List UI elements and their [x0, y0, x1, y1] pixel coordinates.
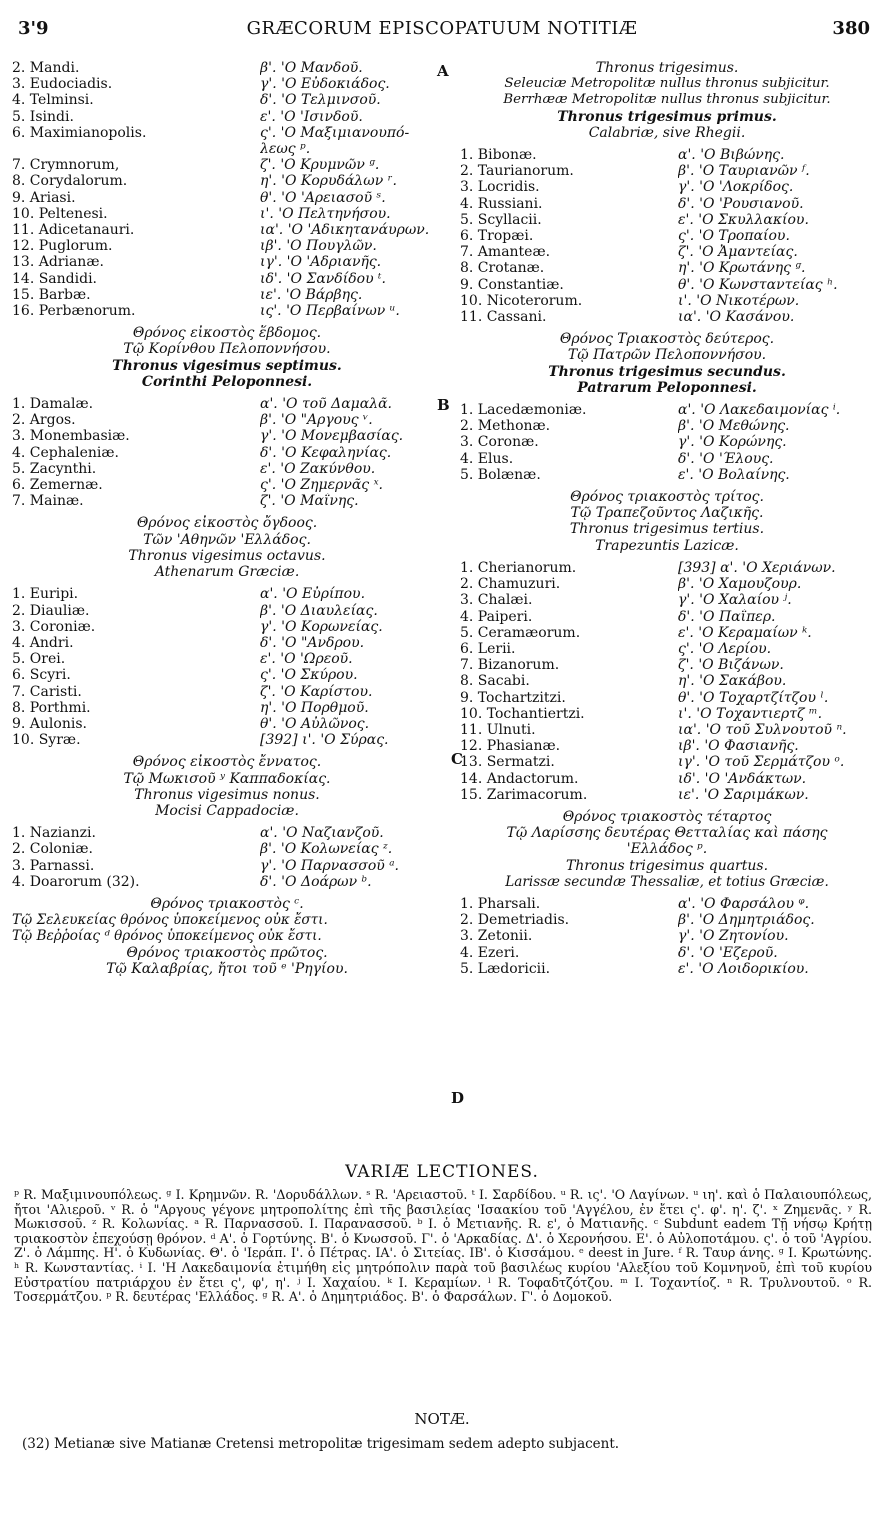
list-item: [12, 238, 442, 254]
list-item: [460, 787, 874, 803]
latin-entry: 14. Andactorum.: [460, 770, 579, 787]
latin-entry: 7. Bizanorum.: [460, 657, 560, 674]
heading-34-latin-see: Larissæ secundæ Thessaliæ, et totius Græciæ.: [505, 873, 829, 890]
greek-entry: β'. 'Ο Χαμουζουρ.: [678, 576, 802, 593]
page-header: [10, 18, 874, 44]
latin-entry: 6. Zemernæ.: [12, 477, 103, 494]
greek-entry: ε'. 'Ο Σκυλλακίου.: [678, 211, 809, 228]
latin-entry: 15. Barbæ.: [12, 286, 91, 303]
latin-entry: 9. Constantiæ.: [460, 276, 564, 293]
greek-entry: ς'. 'Ο Ζημερνᾶς ˣ.: [260, 477, 383, 494]
list-item: [460, 560, 874, 576]
list-item: [460, 706, 874, 722]
greek-entry: γ'. 'Ο Κορωνείας.: [260, 618, 383, 635]
list-item: [12, 667, 442, 683]
latin-entry: 14. Sandidi.: [12, 270, 97, 287]
heading-29-latin-see: Mocisi Cappadociæ.: [155, 802, 299, 819]
latin-entry: 10. Nicoterorum.: [460, 292, 583, 309]
latin-entry: 8. Crotanæ.: [460, 260, 545, 277]
heading-34-latin: Thronus trigesimus quartus.: [565, 857, 769, 874]
greek-entry: α'. 'Ο Βιβώνης.: [678, 147, 785, 164]
list-item: [460, 896, 874, 912]
list-item: [12, 92, 442, 108]
greek-entry: ζ'. 'Ο Βιζάνων.: [678, 657, 784, 674]
greek-entry: ις'. 'Ο Περβαίνων ᵘ.: [260, 303, 400, 320]
heading-28-latin-see: Athenarum Græciæ.: [154, 564, 300, 581]
greek-entry: ιβ'. 'Ο Φασιανῆς.: [678, 738, 799, 755]
list-item: [12, 603, 442, 619]
heading-34-greek-see-cont: 'Ελλάδος ᵖ.: [626, 841, 708, 858]
heading-33-greek-see: Τῷ Τραπεζοῦντος Λαζικῆς.: [570, 505, 764, 522]
heading-34-greek-see: Τῷ Λαρίσσης δευτέρας Θετταλίας καὶ πάσης: [506, 825, 828, 842]
list-item: [460, 754, 874, 770]
latin-entry: 3. Chalæi.: [460, 592, 533, 609]
heading-30-berrhoea: Τῷ Βεῤῥοίας ᵈ θρόνος ὑποκείμενος οὐκ ἔστι.: [12, 928, 322, 945]
list-item: [12, 254, 442, 270]
latin-entry: 4. Russiani.: [460, 195, 543, 212]
greek-entry: β'. 'Ο Μεθώνης.: [678, 418, 790, 435]
latin-entry: 8. Sacabi.: [460, 673, 530, 690]
list-item: [460, 722, 874, 738]
greek-entry: ιε'. 'Ο Σαριμάκων.: [678, 786, 809, 803]
greek-entry: α'. 'Ο Ναζιανζοῦ.: [260, 825, 384, 842]
latin-entry: 3. Parnassi.: [12, 857, 95, 874]
latin-entry: 1. Bibonæ.: [460, 147, 537, 164]
list-34: [460, 896, 874, 977]
greek-entry: γ'. 'Ο Εὐδοκιάδος.: [260, 76, 390, 93]
list-item: [12, 586, 442, 602]
list-item: [460, 928, 874, 944]
heading-33-latin: Thronus trigesimus tertius.: [569, 521, 765, 538]
latin-entry: 3. Coronæ.: [460, 434, 539, 451]
greek-entry: γ'. 'Ο Χαλαίου ʲ.: [678, 592, 792, 609]
list-item: [12, 651, 442, 667]
greek-entry: ε'. 'Ο Ζακύνθου.: [260, 460, 376, 477]
greek-entry: γ'. 'Ο Παρνασσοῦ ᵃ.: [260, 857, 399, 874]
list-item: [460, 961, 874, 977]
greek-entry: ε'. 'Ο Λοιδορικίου.: [678, 960, 809, 977]
list-item: [12, 76, 442, 92]
heading-32-greek: Θρόνος Τριακοστὸς δεύτερος.: [559, 331, 775, 348]
latin-entry: 2. Demetriadis.: [460, 912, 570, 929]
list-item: [460, 260, 874, 276]
latin-entry: 2. Taurianorum.: [460, 163, 574, 180]
list-item: [12, 287, 442, 303]
heading-30-latin-berrhoea: Berrhææ Metropolitæ nullus thronus subjicitur.: [503, 92, 831, 108]
list-item: [460, 576, 874, 592]
list-item: [12, 190, 442, 206]
latin-entry: 2. Diauliæ.: [12, 602, 90, 619]
list-item: [460, 309, 874, 325]
latin-entry: 11. Ulnuti.: [460, 721, 536, 738]
latin-entry: 5. Scyllacii.: [460, 211, 542, 228]
heading-31-greek: Θρόνος τριακοστὸς πρῶτος.: [126, 944, 328, 961]
margin-mark-d: D: [451, 1089, 465, 1107]
latin-entry: 9. Tochartzitzi.: [460, 689, 566, 706]
list-item: [460, 912, 874, 928]
right-column: [460, 60, 874, 977]
latin-entry: 10. Syræ.: [12, 732, 81, 749]
latin-entry: 2. Chamuzuri.: [460, 576, 561, 593]
greek-entry: ιδ'. 'Ο Σανδίδου ᵗ.: [260, 270, 386, 287]
greek-entry: α'. 'Ο Φαρσάλου ᵠ.: [678, 895, 810, 912]
greek-entry: θ'. 'Ο Κωνσταντείας ʰ.: [678, 276, 838, 293]
latin-entry: 3. Monembasiæ.: [12, 428, 130, 445]
latin-entry: 1. Pharsali.: [460, 895, 541, 912]
margin-mark-c: C: [451, 750, 463, 768]
greek-entry: ια'. 'Ο τοῦ Συλνουτοῦ ⁿ.: [678, 721, 847, 738]
list-item: [12, 206, 442, 222]
list-item: [460, 196, 874, 212]
latin-entry: 7. Mainæ.: [12, 493, 84, 510]
list-item: [460, 418, 874, 434]
greek-entry: ι'. 'Ο Τοχαντιερτζ ᵐ.: [678, 705, 823, 722]
latin-entry: 4. Paiperi.: [460, 608, 533, 625]
latin-entry: 7. Caristi.: [12, 683, 82, 700]
greek-entry: ζ'. 'Ο Μαΐνης.: [260, 493, 359, 510]
list-item: [12, 445, 442, 461]
latin-entry: 9. Ariasi.: [12, 189, 76, 206]
greek-entry: α'. 'Ο τοῦ Δαμαλᾶ.: [260, 396, 393, 413]
heading-29-latin: Thronus vigesimus nonus.: [134, 786, 320, 803]
heading-29-greek-see: Τῷ Μωκισοῦ ʸ Καππαδοκίας.: [123, 770, 331, 787]
greek-entry: β'. 'Ο Ταυριανῶν ᶠ.: [678, 163, 810, 180]
list-item: [12, 732, 442, 748]
greek-entry: β'. 'Ο Δημητριάδος.: [678, 912, 815, 929]
latin-entry: 4. Andri.: [12, 634, 74, 651]
latin-entry: 1. Cherianorum.: [460, 559, 577, 576]
latin-entry: 3. Eudociadis.: [12, 76, 113, 93]
greek-entry: λεως ᵖ.: [260, 141, 311, 158]
list-item: [12, 858, 442, 874]
latin-entry: 3. Coroniæ.: [12, 618, 96, 635]
list-item: [12, 635, 442, 651]
list-item: [12, 493, 442, 509]
list-item: [460, 609, 874, 625]
page-number-right: 380: [832, 18, 870, 39]
latin-entry: 6. Lerii.: [460, 640, 516, 657]
heading-30-seleucia: Τῷ Σελευκείας θρόνος ὑποκείμενος οὐκ ἔστι.: [12, 912, 328, 929]
heading-27-latin: Thronus vigesimus septimus.: [112, 357, 342, 374]
greek-entry: δ'. 'Ο "Ανδρου.: [260, 634, 365, 651]
list-item: [12, 141, 442, 157]
left-column: [12, 60, 442, 977]
list-item: [12, 428, 442, 444]
heading-32-latin-see: Patrarum Peloponnesi.: [577, 379, 757, 396]
greek-entry: β'. 'Ο "Αργους ᵛ.: [260, 412, 373, 429]
latin-entry: 4. Cephaleniæ.: [12, 444, 119, 461]
latin-entry: 5. Ceramæorum.: [460, 624, 581, 641]
list-item: [460, 771, 874, 787]
latin-entry: 4. Elus.: [460, 450, 514, 467]
list-item: [460, 228, 874, 244]
margin-mark-b: B: [437, 396, 450, 414]
list-item: [12, 60, 442, 76]
list-item: [12, 619, 442, 635]
latin-entry: 5. Orei.: [12, 651, 66, 668]
list-item: [12, 412, 442, 428]
variae-title: VARIÆ LECTIONES.: [345, 1162, 539, 1182]
heading-32-latin: Thronus trigesimus secundus.: [548, 363, 786, 380]
list-item: [460, 451, 874, 467]
margin-mark-a: A: [437, 62, 449, 80]
list-28: [12, 586, 442, 748]
heading-34-greek: Θρόνος τριακοστὸς τέταρτος: [562, 808, 772, 825]
greek-entry: β'. 'Ο Μανδοῦ.: [260, 60, 363, 76]
greek-entry: δ'. 'Ο Δοάρων ᵇ.: [260, 873, 372, 890]
latin-entry: 4. Telminsi.: [12, 92, 94, 109]
left-top-list: [12, 60, 442, 319]
greek-entry: η'. 'Ο Πορθμοῦ.: [260, 699, 369, 716]
latin-entry: 3. Zetonii.: [460, 928, 533, 945]
heading-32-greek-see: Τῷ Πατρῶν Πελοποννήσου.: [567, 347, 767, 364]
greek-entry: θ'. 'Ο Αὐλῶνος.: [260, 715, 370, 732]
greek-entry: δ'. 'Ο Παΐπερ.: [678, 608, 776, 625]
heading-30-latin-seleucia: Seleuciæ Metropolitæ nullus thronus subjicitur.: [504, 76, 830, 92]
list-item: [12, 684, 442, 700]
greek-entry: η'. 'Ο Κορυδάλων ʳ.: [260, 173, 397, 190]
list-item: [460, 244, 874, 260]
latin-entry: 2. Mandi.: [12, 60, 80, 76]
heading-27-greek-see: Τῷ Κορίνθου Πελοποννήσου.: [123, 341, 331, 358]
latin-entry: 1. Euripi.: [12, 586, 79, 603]
heading-27-greek: Θρόνος εἰκοστὸς ἕβδομος.: [132, 325, 322, 342]
latin-entry: 16. Perbænorum.: [12, 303, 136, 320]
list-item: [460, 592, 874, 608]
latin-entry: 5. Bolænæ.: [460, 466, 541, 483]
latin-entry: 8. Corydalorum.: [12, 173, 128, 190]
list-item: [460, 147, 874, 163]
heading-30-greek: Θρόνος τριακοστὸς ᶜ.: [150, 895, 304, 912]
list-item: [12, 841, 442, 857]
list-27: [12, 396, 442, 509]
latin-entry: 1. Lacedæmoniæ.: [460, 402, 587, 419]
latin-entry: 2. Methonæ.: [460, 418, 551, 435]
list-item: [12, 477, 442, 493]
list-item: [460, 467, 874, 483]
heading-28-greek: Θρόνος εἰκοστὸς ὄγδοος.: [136, 515, 318, 532]
list-item: [12, 825, 442, 841]
list-item: [12, 173, 442, 189]
list-item: [460, 212, 874, 228]
latin-entry: 7. Amanteæ.: [460, 244, 551, 261]
greek-entry: ζ'. 'Ο Ἀμαντείας.: [678, 244, 798, 261]
heading-33-latin-see: Trapezuntis Lazicæ.: [595, 537, 739, 554]
latin-entry: 6. Maximianopolis.: [12, 124, 147, 141]
list-item: [460, 673, 874, 689]
latin-entry: 5. Lædoricii.: [460, 960, 551, 977]
latin-entry: 4. Doarorum (32).: [12, 873, 140, 890]
greek-entry: ιδ'. 'Ο 'Ανδάκτων.: [678, 770, 807, 787]
notae-title: NOTÆ.: [414, 1410, 470, 1428]
greek-entry: δ'. 'Ο 'Εζεροῦ.: [678, 944, 778, 961]
page-number-left: 3'9: [18, 18, 49, 39]
greek-entry: [392] ι'. 'Ο Σύρας.: [260, 732, 389, 749]
latin-entry: 11. Adicetanauri.: [12, 222, 135, 239]
list-item: [12, 222, 442, 238]
latin-entry: 2. Argos.: [12, 412, 76, 429]
list-item: [460, 945, 874, 961]
list-item: [460, 625, 874, 641]
heading-27-latin-see: Corinthi Peloponnesi.: [141, 373, 313, 390]
greek-entry: ια'. 'Ο 'Αδικητανάυρων.: [260, 222, 430, 239]
greek-entry: ιβ'. 'Ο Πουγλῶν.: [260, 238, 377, 255]
list-item: [12, 271, 442, 287]
latin-entry: 13. Adrianæ.: [12, 254, 104, 271]
greek-entry: ε'. 'Ο 'Ωρεοῦ.: [260, 651, 353, 668]
list-item: [460, 402, 874, 418]
list-item: [460, 657, 874, 673]
heading-30-latin: Thronus trigesimus.: [595, 60, 739, 76]
list-33: [460, 560, 874, 803]
greek-entry: ιε'. 'Ο Βάρβης.: [260, 286, 363, 303]
list-item: [12, 700, 442, 716]
greek-entry: ζ'. 'Ο Καρίστου.: [260, 683, 373, 700]
list-item: [460, 277, 874, 293]
list-29: [12, 825, 442, 890]
greek-entry: ε'. 'Ο Βολαίνης.: [678, 466, 790, 483]
greek-entry: ς'. 'Ο Τροπαίου.: [678, 228, 790, 245]
latin-entry: 12. Puglorum.: [12, 238, 113, 255]
greek-entry: δ'. 'Ο Τελμινσοῦ.: [260, 92, 381, 109]
greek-entry: η'. 'Ο Κρωτάνης ᵍ.: [678, 260, 806, 277]
latin-entry: 6. Scyri.: [12, 667, 71, 684]
latin-entry: [12, 141, 260, 157]
greek-entry: [393] α'. 'Ο Χεριάνων.: [678, 559, 836, 576]
heading-28-greek-see: Τῶν 'Αθηνῶν 'Ελλάδος.: [143, 531, 311, 548]
greek-entry: ι'. 'Ο Πελτηνήσου.: [260, 205, 391, 222]
greek-entry: θ'. 'Ο 'Αρειασοῦ ˢ.: [260, 189, 386, 206]
greek-entry: α'. 'Ο Λακεδαιμονίας ⁱ.: [678, 402, 841, 419]
greek-entry: η'. 'Ο Σακάβου.: [678, 673, 787, 690]
list-item: [12, 396, 442, 412]
list-item: [460, 434, 874, 450]
list-31: [460, 147, 874, 325]
list-item: [12, 303, 442, 319]
list-32: [460, 402, 874, 483]
greek-entry: γ'. 'Ο 'Λοκρίδος.: [678, 179, 794, 196]
greek-entry: δ'. 'Ο 'Ρουσιανοῦ.: [678, 195, 804, 212]
latin-entry: 10. Tochantiertzi.: [460, 705, 585, 722]
variae-text: ᵖ R. Μαξιμινουπόλεως. ᵍ I. Κρημνῶν. R. 'Δορυδάλλων. ˢ R. 'Αρειαστοῦ. ᵗ I. Σαρδίδου. ᵘ R. ις'. 'Ο Λαγίνων. ᵘ ιη'. καὶ ὁ Παλαιουπόλεως, ἤτοι 'Αλιεροῦ. ᵛ R. ὁ "Αργους γέγονε μητροπολίτης ἐπὶ τῆς βασιλείας 'Ισαακίου τοῦ 'Αγγέλου, ἐν ἔτει ς'. φ'. η'. ζ'. ˣ Ζημενᾶς. ʸ R. Μωκισσοῦ. ᶻ R. Κολωνίας. ᵃ R. Παρνασσοῦ. I. Παρανασσοῦ. ᵇ I. ὁ Μετιανῆς. R. ε', ὁ Ματιανῆς. ᶜ Subdunt eadem Τῇ νήσῳ Κρήτῃ τριακοστὸν ἐπεχούσῃ θρόνον. ᵈ Α'. ὁ Γορτύνης. Β'. ὁ Κνωσσοῦ. Γ'. ὁ 'Αρκαδίας. Δ'. ὁ Χερονήσου. Ε'. ὁ Αὐλοποτάμου. ς'. ὁ τοῦ 'Αγρίου. Ζ'. ὁ Λάμπης. Η'. ὁ Κυδωνίας. Θ'. ὁ 'Ιεράπ. Ι'. ὁ Πέτρας. ΙΑ'. ὁ Σιτείας. ΙΒ'. ὁ Κισσάμου. ᵉ deest in Jure. ᶠ R. Ταυρ άνης. ᵍ I. Κρωτώνης. ʰ R. Κωνσταντίας. ⁱ I. 'Η Λακεδαιμονία ἐτιμήθη εἰς μητρόπολιν παρὰ τοῦ βασιλέως κυρίου 'Αλεξίου τοῦ Κομνηνοῦ, ἐπὶ τοῦ κυρίου Εὐστρατίου πατριάρχου ἐν ἔτει ς', φ', η'. ʲ I. Χαχαίου. ᵏ I. Κεραμίων. ˡ R. Τοφαδτζότζου. ᵐ I. Τοχαντίοζ. ⁿ R. Τρυλνουτοῦ. ᵒ R. Τοσερμάτζου. ᵖ R. δευτέρας 'Ελλάδος. ᵍ R. Α'. ὁ Δημητριάδος. Β'. ὁ Φαρσάλων. Γ'. ὁ Δομοκοῦ.: [14, 1187, 872, 1305]
greek-entry: ς'. 'Ο Σκύρου.: [260, 667, 358, 684]
greek-entry: γ'. 'Ο Ζητονίου.: [678, 928, 789, 945]
latin-entry: 11. Cassani.: [460, 309, 547, 326]
greek-entry: ιγ'. 'Ο 'Αδριανῆς.: [260, 254, 382, 271]
list-item: [460, 690, 874, 706]
list-item: [460, 163, 874, 179]
latin-entry: 1. Nazianzi.: [12, 825, 96, 842]
heading-33-greek: Θρόνος τριακοστὸς τρίτος.: [570, 489, 764, 506]
greek-entry: β'. 'Ο Κολωνείας ᶻ.: [260, 841, 393, 858]
list-item: [460, 738, 874, 754]
greek-entry: δ'. 'Ο Κεφαληνίας.: [260, 444, 392, 461]
note-32: (32) Metianæ sive Matianæ Cretensi metropolitæ trigesimam sedem adepto subjacent.: [22, 1436, 620, 1452]
list-item: [12, 716, 442, 732]
list-item: [12, 109, 442, 125]
greek-entry: ς'. 'Ο Μαξιμιανουπό-: [260, 124, 410, 141]
latin-entry: 2. Coloniæ.: [12, 841, 93, 858]
greek-entry: γ'. 'Ο Μονεμβασίας.: [260, 428, 404, 445]
latin-entry: 15. Zarimacorum.: [460, 786, 588, 803]
greek-entry: ια'. 'Ο Κασάνου.: [678, 309, 795, 326]
greek-entry: γ'. 'Ο Κορώνης.: [678, 434, 787, 451]
list-item: [12, 157, 442, 173]
heading-31-latin-see: Calabriæ, sive Rhegii.: [588, 124, 746, 141]
greek-entry: δ'. 'Ο 'Έλους.: [678, 450, 774, 467]
list-item: [460, 641, 874, 657]
greek-entry: ιγ'. 'Ο τοῦ Σερμάτζου ᵒ.: [678, 754, 845, 771]
running-title: GRÆCORUM EPISCOPATUUM NOTITIÆ: [246, 18, 638, 39]
greek-entry: β'. 'Ο Διαυλείας.: [260, 602, 378, 619]
greek-entry: ε'. 'Ο Κεραμαίων ᵏ.: [678, 624, 812, 641]
latin-entry: 9. Aulonis.: [12, 715, 87, 732]
latin-entry: 8. Porthmi.: [12, 699, 91, 716]
greek-entry: ε'. 'Ο 'Ισινδοῦ.: [260, 108, 363, 125]
list-item: [460, 293, 874, 309]
latin-entry: 4. Ezeri.: [460, 944, 520, 961]
latin-entry: 5. Zacynthi.: [12, 460, 97, 477]
latin-entry: 7. Crymnorum,: [12, 157, 120, 174]
latin-entry: 5. Isindi.: [12, 108, 74, 125]
latin-entry: 12. Phasianæ.: [460, 738, 561, 755]
latin-entry: 6. Tropæi.: [460, 228, 534, 245]
latin-entry: 1. Damalæ.: [12, 396, 94, 413]
list-item: [460, 179, 874, 195]
list-item: [12, 461, 442, 477]
latin-entry: 3. Locridis.: [460, 179, 540, 196]
greek-entry: ζ'. 'Ο Κρυμνῶν ᵍ.: [260, 157, 380, 174]
heading-31-latin: Thronus trigesimus primus.: [557, 108, 777, 125]
list-item: [12, 874, 442, 890]
latin-entry: 13. Sermatzi.: [460, 754, 555, 771]
list-item: [12, 125, 442, 141]
heading-31-greek-see: Τῷ Καλαβρίας, ἤτοι τοῦ ᵉ 'Ρηγίου.: [106, 960, 348, 977]
greek-entry: θ'. 'Ο Τοχαρτζίτζου ˡ.: [678, 689, 829, 706]
greek-entry: ς'. 'Ο Λερίου.: [678, 640, 772, 657]
latin-entry: 10. Peltenesi.: [12, 205, 108, 222]
heading-29-greek: Θρόνος εἰκοστὸς ἔννατος.: [132, 754, 322, 771]
heading-28-latin: Thronus vigesimus octavus.: [128, 547, 326, 564]
greek-entry: α'. 'Ο Εὐρίπου.: [260, 586, 366, 603]
greek-entry: ι'. 'Ο Νικοτέρων.: [678, 292, 800, 309]
